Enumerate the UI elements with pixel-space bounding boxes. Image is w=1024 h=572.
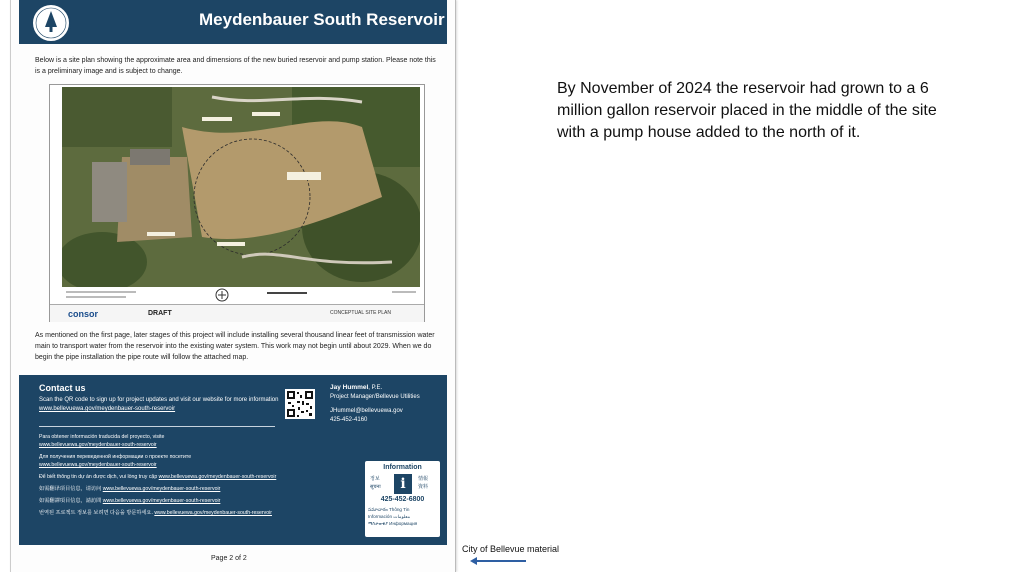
translation-link[interactable]: www.bellevuewa.gov/meydenbauer-south-reservoir <box>102 498 221 504</box>
divider <box>39 426 275 427</box>
contact-name: Jay Hummel <box>330 384 369 391</box>
contact-title: Contact us <box>39 383 86 393</box>
draft-label: DRAFT <box>148 310 172 317</box>
translation-link[interactable]: www.bellevuewa.gov/meydenbauer-south-reservoir <box>39 442 157 448</box>
translation-item: 如需翻译项目信息，请访问 www.bellevuewa.gov/meydenbauer-south-reservoir <box>39 486 221 492</box>
consor-logo: consor <box>68 309 99 319</box>
contact-email[interactable]: JHummel@bellevuewa.gov <box>330 408 403 414</box>
document-title: Meydenbauer South Reservoir <box>199 10 445 29</box>
contact-panel <box>19 375 447 545</box>
city-seal-logo <box>31 3 71 43</box>
information-box <box>365 461 440 537</box>
translation-notices <box>39 433 359 521</box>
sheet-title: CONCEPTUAL SITE PLAN <box>330 310 391 316</box>
info-languages-right: 情報 資料 <box>418 476 429 490</box>
slide-caption: By November of 2024 the reservoir had grown to a 6 million gallon reservoir placed in the middle of the site with a pump house added to the north of it. <box>557 80 937 141</box>
translation-item: 번역된 프로젝트 정보를 보려면 다음을 방문하세요. www.bellevuewa.gov/meydenbauer-south-reservoir <box>39 510 272 516</box>
translation-item: 如需翻譯項目信息，請訪問 www.bellevuewa.gov/meydenbauer-south-reservoir <box>39 498 221 504</box>
plan-title-block <box>50 304 424 322</box>
document-page <box>10 0 456 572</box>
document-header <box>19 0 447 44</box>
intro-paragraph: Below is a site plan showing the approximate area and dimensions of the new buried reservoir and pump station. Please note this is a preliminary image and is subject to change. <box>35 57 436 75</box>
info-languages-left: 정보 सूचना <box>370 476 381 490</box>
translation-item: Para obtener información traducida del proyecto, visite www.bellevuewa.gov/meydenbauer-south-reservoir <box>39 434 165 448</box>
contact-person: Jay Hummel, P.E. Project Manager/Bellevue Utilities JHummel@bellevuewa.gov 425-452-4160 <box>330 384 420 423</box>
translation-link[interactable]: www.bellevuewa.gov/meydenbauer-south-reservoir <box>158 474 277 480</box>
translation-item: Để biết thông tin dự án được dịch, vui lòng truy cập www.bellevuewa.gov/meydenbauer-south-reservoir <box>39 474 277 480</box>
translation-link[interactable]: www.bellevuewa.gov/meydenbauer-south-reservoir <box>154 510 272 516</box>
project-website-link[interactable]: www.bellevuewa.gov/meydenbauer-south-reservoir <box>39 406 176 412</box>
contact-text: Scan the QR code to sign up for project updates and visit our website for more information www.bellevuewa.gov/meydenbauer-south-reservoir <box>39 397 279 412</box>
qr-code[interactable] <box>285 389 315 419</box>
page-number: Page 2 of 2 <box>211 555 247 562</box>
info-title: Information <box>383 464 422 471</box>
source-credit: City of Bellevue material <box>462 544 560 554</box>
info-phone[interactable]: 425-452-6800 <box>380 496 425 503</box>
arrow-left-icon <box>470 557 526 565</box>
aerial-site-image <box>62 87 420 287</box>
body-paragraph: As mentioned on the first page, later stages of this project will include installing several thousand linear feet of transmission water main to transport water from the reservoir into the existing water system. This work may not begin until about 2029. When we do begin the pipe installation the pipe route will follow the attached map. <box>35 332 435 361</box>
contact-role: Project Manager/Bellevue Utilities <box>330 394 420 400</box>
info-icon: i <box>394 474 412 494</box>
translation-item: Для получения переведенной информации о проекте посетите www.bellevuewa.gov/meydenbauer-south-reservoir <box>39 454 192 468</box>
site-plan <box>49 84 425 322</box>
contact-phone[interactable]: 425-452-4160 <box>330 417 368 423</box>
info-languages-bottom: సమాచారం Thông Tin Información معلومات ማስታወቂያ Информация <box>368 507 418 526</box>
translation-link[interactable]: www.bellevuewa.gov/meydenbauer-south-reservoir <box>39 462 157 468</box>
plan-legend <box>62 288 420 302</box>
translation-link[interactable]: www.bellevuewa.gov/meydenbauer-south-reservoir <box>102 486 221 492</box>
